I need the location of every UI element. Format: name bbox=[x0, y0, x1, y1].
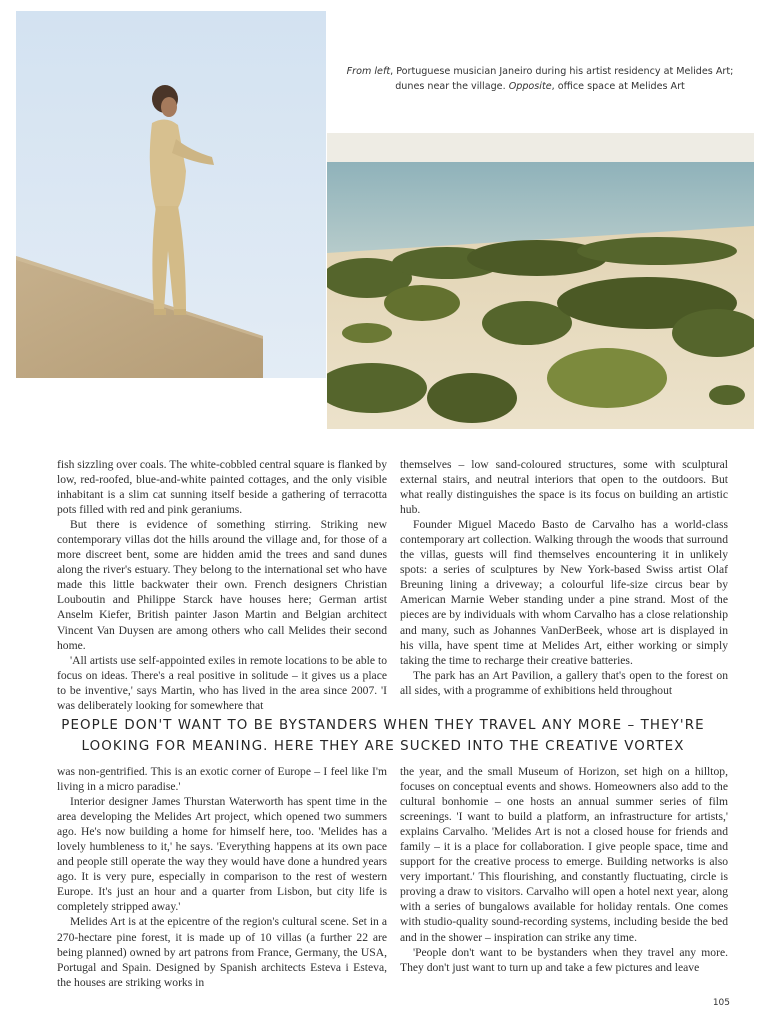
paragraph: But there is evidence of something stirring. Striking new contemporary villas dot the hills around the village and, for those of a more discreet bent, some are hidden amid the trees and sand dunes along the river's estuary. They belong to the international set who have made this little backwater their own. French designers Christian Louboutin and Philippe Starck have houses here; German artist Anselm Kiefer, British painter Jason Martin and Belgian architect Vincent Van Duysen are among others who call Melides their second home. bbox=[57, 518, 387, 652]
caption-direction-opposite: Opposite bbox=[508, 81, 552, 92]
paragraph: was non-gentrified. This is an exotic corner of Europe – I feel like I'm living in a micro paradise.' bbox=[57, 765, 387, 794]
paragraph: 'All artists use self-appointed exiles in remote locations to be able to focus on ideas. There's a real positive in solitude – it gives us a place to be inventive,' says Martin, who has lived in the area since 2007. 'I was deliberately looking for somewhere that bbox=[57, 653, 387, 712]
article-column-1-top bbox=[57, 457, 387, 713]
pull-quote-line-2: LOOKING FOR MEANING. HERE THEY ARE SUCKED INTO THE CREATIVE VORTEX bbox=[81, 739, 685, 754]
paragraph: The park has an Art Pavilion, a gallery that's open to the forest on all sides, with a programme of exhibitions held throughout bbox=[400, 668, 728, 697]
pull-quote bbox=[40, 715, 726, 757]
pull-quote-line-1: PEOPLE DON'T WANT TO BE BYSTANDERS WHEN THEY TRAVEL ANY MORE – THEY'RE bbox=[61, 718, 705, 733]
photo-musician-on-wall bbox=[16, 11, 326, 378]
paragraph: Melides Art is at the epicentre of the region's cultural scene. Set in a 270-hectare pine forest, it is made up of 10 villas (a further 22 are being planned) owned by art patrons from France, Germany, the USA, Portugal and Spain. Designed by Spanish architects Esteva i Esteva, the houses are striking works in bbox=[57, 915, 387, 989]
caption-direction-from-left: From left bbox=[346, 66, 391, 77]
article-column-2-top bbox=[400, 457, 728, 698]
caption-text-1: , Portuguese musician Janeiro during his artist residency at Melides Art; dunes near the village. bbox=[390, 66, 734, 92]
paragraph: 'People don't want to be bystanders when they travel any more. They don't just want to turn up and take a few pictures and leave bbox=[400, 945, 728, 974]
caption-text-2: , office space at Melides Art bbox=[551, 81, 685, 92]
paragraph: Interior designer James Thurstan Waterworth has spent time in the area developing the Melides Art project, which opened two summers ago. He's now building a home for himself here, too. 'Melides has a lovely humbleness to it,' he says. 'Everything happens at its own pace and people still operate the way they would have done a hundred years ago. It is very pure, especially in comparison to the rest of western Europe. It's just an hour and a quarter from Lisbon, but city life is completely stripped away.' bbox=[57, 795, 387, 914]
dunes-photo-illustration bbox=[327, 133, 754, 429]
photo-dunes bbox=[327, 133, 754, 429]
paragraph: Founder Miguel Macedo Basto de Carvalho has a world-class contemporary art collection. Walking through the woods that surround the villas, guests will find themselves encountering it in unlikely spots: a series of sculptures by New York-based Swiss artist Olaf Breuning lining a driveway; a colourful life-size circus bear by American Marnie Weber standing under a pine strand. Most of the pieces are by individuals with whom Carvalho has a close relationship and many, such as Johannes VanDerBeek, whose art is displayed in his villa, have spent time at Melides Art, either working or simply taking the time to recharge their creative batteries. bbox=[400, 518, 728, 667]
page-number: 105 bbox=[712, 998, 730, 1008]
musician-photo-illustration bbox=[16, 11, 326, 378]
article-column-1-bottom bbox=[57, 764, 387, 990]
article-column-2-bottom bbox=[400, 764, 728, 975]
paragraph: fish sizzling over coals. The white-cobbled central square is flanked by low, red-roofed, blue-and-white painted cottages, and the only visible inhabitant is a slim cat sunning itself beside a gathering of terracotta pots filled with red and pink geraniums. bbox=[57, 458, 387, 517]
horizon-sky bbox=[327, 133, 754, 163]
paragraph: the year, and the small Museum of Horizon, set high on a hilltop, focuses on conceptual events and shows. Homeowners also add to the cultural bonhomie – one hosts an annual summer series of film screenings. 'I want to build a platform, an infrastructure for artists,' explains Carvalho. 'Melides Art is not a closed house for friends and family – it is a place for collaboration. I give people space, time and support for the creative process to emerge. Building networks is also very important.' This flourishing, and constantly fluctuating, circle is proving a draw to visitors. Carvalho will open a hotel next year, along with a series of bungalows available for holiday rentals. One comes with studio-quality sound-recording systems, including beside the bed and in the shower – inspiration can strike any time. bbox=[400, 765, 728, 944]
paragraph: themselves – low sand-coloured structures, some with sculptural external stairs, and neutral interiors that open to the outdoors. But what really distinguishes the space is its focus on building an artistic hub. bbox=[400, 458, 728, 517]
photo-caption bbox=[345, 64, 735, 94]
